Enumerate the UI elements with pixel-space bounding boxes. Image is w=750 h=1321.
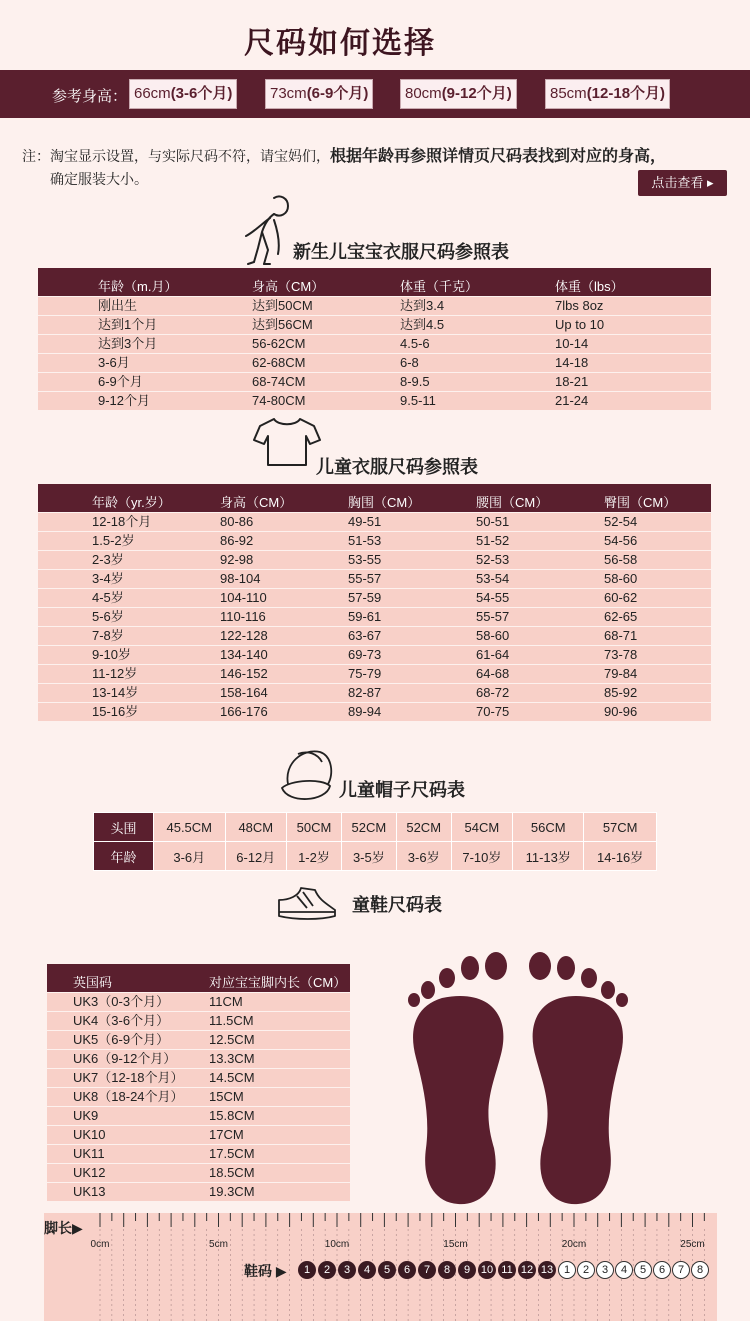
table-row [47,992,350,1011]
height-option-73[interactable]: 73cm(6-9个月) [265,79,373,109]
table-cell: 73-78 [604,645,711,664]
height-bar-label: 参考身高： [52,88,128,105]
shoe-size-circle: 5 [634,1261,652,1279]
table-cell: 54-55 [476,588,604,607]
shoe-section-title: 童鞋尺码表 [352,895,442,915]
table-cell: 52-54 [604,512,711,531]
table-cell: 9-10岁 [92,645,220,664]
table-cell: 68-71 [604,626,711,645]
table-cell: 104-110 [220,588,348,607]
shoe-size-circle: 3 [596,1261,614,1279]
table-cell: Up to 10 [555,315,711,334]
table-cell: 18-21 [555,372,711,391]
ruler-mark-label: 15cm [443,1239,468,1250]
table-cell: 89-94 [348,702,476,721]
table-cell: 3-4岁 [92,569,220,588]
hat-age-cell: 3-6月 [154,842,226,871]
table-cell: UK6（9-12个月） [73,1049,209,1068]
table-cell: 52-53 [476,550,604,569]
hat-section-title: 儿童帽子尺码表 [339,780,465,800]
ruler-mark-label: 20cm [561,1239,587,1250]
table-cell: 2-3岁 [92,550,220,569]
hat-size-cell: 57CM [584,813,657,842]
height-option-80[interactable]: 80cm(9-12个月) [400,79,517,109]
hat-size-cell: 52CM [341,813,396,842]
table-cell: 达到1个月 [98,315,252,334]
table-header: 年龄（yr.岁） [92,484,220,512]
table-cell: 86-92 [220,531,348,550]
table-row [38,531,711,550]
hat-size-cell: 56CM [513,813,584,842]
shoe-size-circle: 4 [358,1261,376,1279]
table-row [38,645,711,664]
table-cell: 13-14岁 [92,683,220,702]
table-cell: 达到50CM [252,296,400,315]
table-cell: 57-59 [348,588,476,607]
table-row [47,1049,350,1068]
kids-section-title: 儿童衣服尺码参照表 [316,457,478,477]
hat-size-cell: 48CM [225,813,287,842]
kids-size-table [38,484,711,721]
table-cell: 12-18个月 [92,512,220,531]
table-row [47,1011,350,1030]
table-cell: 54-56 [604,531,711,550]
table-cell: 11CM [209,992,350,1011]
shoe-size-circle: 7 [672,1261,690,1279]
table-row [47,1125,350,1144]
table-cell: 61-64 [476,645,604,664]
table-cell: UK9 [73,1106,209,1125]
hat-icon [278,744,336,806]
table-cell: 19.3CM [209,1182,350,1201]
table-cell: 51-53 [348,531,476,550]
table-cell: 55-57 [348,569,476,588]
table-cell: 达到56CM [252,315,400,334]
ruler-mark-label: 0cm [90,1239,110,1250]
table-cell: 166-176 [220,702,348,721]
table-cell: 11.5CM [209,1011,350,1030]
newborn-section-title: 新生儿宝宝衣服尺码参照表 [293,242,509,262]
hat-age-cell: 6-12月 [225,842,287,871]
table-cell: 15.8CM [209,1106,350,1125]
table-cell: UK7（12-18个月） [73,1068,209,1087]
hat-age-cell: 11-13岁 [513,842,584,871]
shoe-size-circle: 12 [518,1261,536,1279]
shoe-size-circle: 11 [498,1261,516,1279]
table-cell: UK13 [73,1182,209,1201]
table-cell: UK4（3-6个月） [73,1011,209,1030]
table-row [38,607,711,626]
table-row [38,296,711,315]
hat-size-cell: 54CM [451,813,513,842]
table-row [38,353,711,372]
table-cell: 80-86 [220,512,348,531]
table-row [47,1106,350,1125]
table-cell: 63-67 [348,626,476,645]
table-header: 臀围（CM） [604,484,711,512]
table-cell: 60-62 [604,588,711,607]
table-cell: 达到3个月 [98,334,252,353]
table-row [47,1068,350,1087]
height-bar [0,70,750,118]
table-row [38,372,711,391]
shoe-size-circle: 4 [615,1261,633,1279]
height-option-85[interactable]: 85cm(12-18个月) [545,79,670,109]
table-cell: 122-128 [220,626,348,645]
table-cell: 6-8 [400,353,555,372]
hat-size-table [93,812,657,871]
table-cell: UK3（0-3个月） [73,992,209,1011]
ruler-mark-label: 5cm [209,1239,228,1250]
hat-size-cell: 52CM [396,813,451,842]
table-cell: UK12 [73,1163,209,1182]
table-row [47,1144,350,1163]
table-cell: 1.5-2岁 [92,531,220,550]
table-row [38,588,711,607]
shoe-icon [275,882,339,924]
table-row [38,550,711,569]
table-cell: 15-16岁 [92,702,220,721]
table-cell: 62-68CM [252,353,400,372]
table-cell: 59-61 [348,607,476,626]
table-cell: UK5（6-9个月） [73,1030,209,1049]
table-cell: 9-12个月 [98,391,252,410]
table-cell: 17.5CM [209,1144,350,1163]
shoe-size-circle: 2 [318,1261,336,1279]
tshirt-icon [252,416,322,468]
ruler-label: 脚长▶ [44,1220,83,1236]
shoe-size-circle: 8 [438,1261,456,1279]
newborn-size-table [38,268,711,410]
height-option-66[interactable]: 66cm(3-6个月) [129,79,237,109]
table-cell: 146-152 [220,664,348,683]
table-cell: 68-72 [476,683,604,702]
table-cell: 134-140 [220,645,348,664]
table-header: 年龄（m.月） [98,268,252,296]
table-cell: 4.5-6 [400,334,555,353]
table-row [38,512,711,531]
table-header: 体重（千克） [400,268,555,296]
shoe-size-label: 鞋码 ▶ [244,1263,287,1279]
table-cell: 53-55 [348,550,476,569]
table-cell: 8-9.5 [400,372,555,391]
table-cell: 85-92 [604,683,711,702]
table-row [38,702,711,721]
table-cell: 7lbs 8oz [555,296,711,315]
table-cell: 90-96 [604,702,711,721]
table-cell: 5-6岁 [92,607,220,626]
table-cell: 13.3CM [209,1049,350,1068]
table-cell: 62-65 [604,607,711,626]
shoe-size-circle: 3 [338,1261,356,1279]
table-row [47,1087,350,1106]
table-cell: 75-79 [348,664,476,683]
note-text-line2: 确定服装大小。 [50,171,148,187]
table-cell: 7-8岁 [92,626,220,645]
table-cell: 10-14 [555,334,711,353]
table-cell: 9.5-11 [400,391,555,410]
ruler-mark-label: 25cm [680,1239,705,1250]
table-row [47,1182,350,1201]
shoe-size-circle: 6 [398,1261,416,1279]
shoe-size-circle: 8 [691,1261,709,1279]
table-cell: 11-12岁 [92,664,220,683]
shoe-size-circle: 1 [298,1261,316,1279]
table-header: 腰围（CM） [476,484,604,512]
shoe-size-circle: 10 [478,1261,496,1279]
table-row [38,334,711,353]
table-cell: 58-60 [476,626,604,645]
table-cell: UK8（18-24个月） [73,1087,209,1106]
table-row [38,391,711,410]
shoe-size-table [47,964,350,1201]
table-cell: UK10 [73,1125,209,1144]
shoe-size-circle: 9 [458,1261,476,1279]
table-cell: 70-75 [476,702,604,721]
table-cell: 6-9个月 [98,372,252,391]
shoe-size-circle: 1 [558,1261,576,1279]
table-cell: 53-54 [476,569,604,588]
table-cell: 79-84 [604,664,711,683]
table-header: 英国码 [73,964,209,992]
table-cell: 17CM [209,1125,350,1144]
table-cell: 49-51 [348,512,476,531]
table-cell: 51-52 [476,531,604,550]
baby-onesie-icon [234,192,296,268]
table-cell: 14-18 [555,353,711,372]
table-row [38,569,711,588]
table-cell: 56-58 [604,550,711,569]
table-cell: 64-68 [476,664,604,683]
table-cell: 158-164 [220,683,348,702]
table-cell: UK11 [73,1144,209,1163]
table-cell: 14.5CM [209,1068,350,1087]
table-cell: 3-6月 [98,353,252,372]
page-title: 尺码如何选择 [244,27,436,60]
table-cell: 21-24 [555,391,711,410]
table-cell: 达到4.5 [400,315,555,334]
table-cell: 12.5CM [209,1030,350,1049]
size-note [22,145,742,190]
table-cell: 4-5岁 [92,588,220,607]
shoe-size-circle: 7 [418,1261,436,1279]
table-cell: 92-98 [220,550,348,569]
table-header: 身高（CM） [252,268,400,296]
table-cell: 56-62CM [252,334,400,353]
note-text: 注：淘宝显示设置，与实际尺码不符，请宝妈们， [22,148,330,164]
table-cell: 68-74CM [252,372,400,391]
hat-age-cell: 7-10岁 [451,842,513,871]
table-row [38,683,711,702]
table-row [38,626,711,645]
hat-age-cell: 14-16岁 [584,842,657,871]
table-cell: 50-51 [476,512,604,531]
table-cell: 74-80CM [252,391,400,410]
view-details-button[interactable]: 点击查看 ▸ [638,170,727,196]
table-row [38,664,711,683]
shoe-size-circle: 2 [577,1261,595,1279]
table-cell: 达到3.4 [400,296,555,315]
hat-size-cell: 45.5CM [154,813,226,842]
hat-age-cell: 1-2岁 [287,842,342,871]
table-cell: 18.5CM [209,1163,350,1182]
table-cell: 69-73 [348,645,476,664]
table-cell: 58-60 [604,569,711,588]
hat-age-cell: 3-6岁 [396,842,451,871]
table-header: 对应宝宝脚内长（CM） [209,964,350,992]
table-row [47,1030,350,1049]
ruler-mark-label: 10cm [324,1239,350,1250]
shoe-size-circle: 6 [653,1261,671,1279]
hat-size-cell: 50CM [287,813,342,842]
note-bold-text: 根据年龄再参照详情页尺码表找到对应的身高， [330,148,667,165]
table-header: 体重（lbs） [555,268,711,296]
table-cell: 刚出生 [98,296,252,315]
table-row [47,1163,350,1182]
hat-row-label-age: 年龄 [94,842,154,871]
shoe-size-circle: 5 [378,1261,396,1279]
hat-age-cell: 3-5岁 [341,842,396,871]
table-row [38,315,711,334]
table-cell: 110-116 [220,607,348,626]
feet-illustration [402,948,634,1206]
shoe-size-circle: 13 [538,1261,556,1279]
table-cell: 82-87 [348,683,476,702]
table-header: 胸围（CM） [348,484,476,512]
table-cell: 55-57 [476,607,604,626]
table-cell: 98-104 [220,569,348,588]
hat-row-label-head: 头围 [94,813,154,842]
table-cell: 15CM [209,1087,350,1106]
table-header: 身高（CM） [220,484,348,512]
